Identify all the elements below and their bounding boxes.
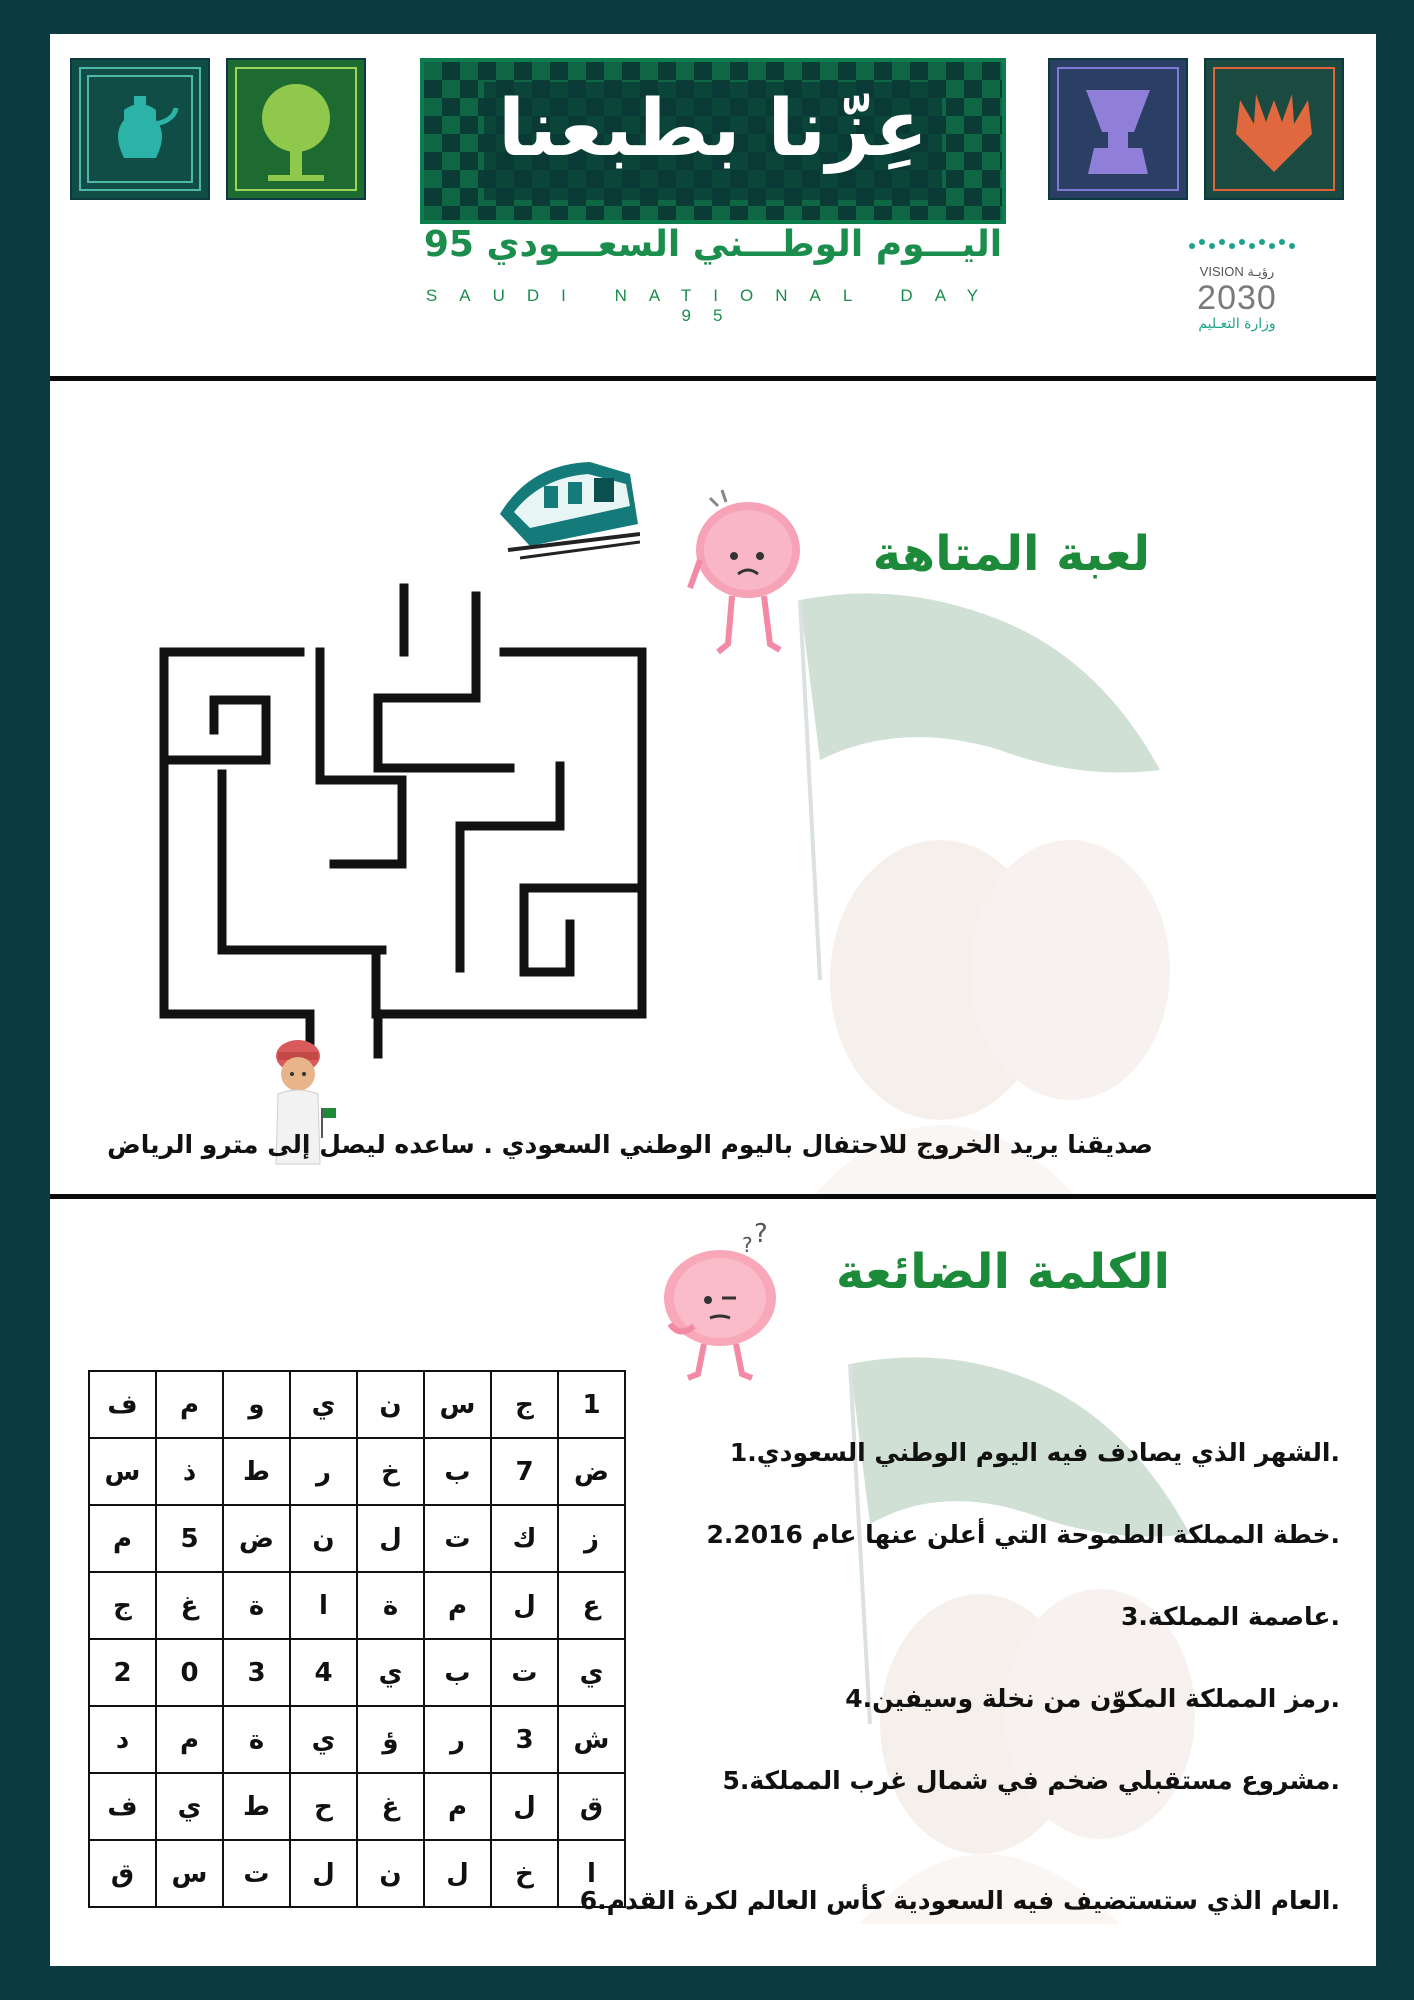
clue-number: 4. [845,1684,873,1713]
grid-cell[interactable]: س [156,1840,223,1907]
grid-row [89,1438,625,1505]
word-search-title: الكلمة الضائعة [835,1244,1170,1300]
section-divider [50,1194,1376,1199]
grid-cell[interactable]: م [424,1572,491,1639]
grid-cell[interactable]: غ [357,1773,424,1840]
grid-cell[interactable]: ن [290,1505,357,1572]
grid-cell[interactable]: ت [223,1840,290,1907]
grid-row [89,1371,625,1438]
grid-cell[interactable]: ؤ [357,1706,424,1773]
clue-text: العام الذي ستستضيف فيه السعودية كأس العالم لكرة القدم. [606,1886,1340,1915]
grid-cell[interactable]: 5 [156,1505,223,1572]
grid-cell[interactable]: س [89,1438,156,1505]
vision-dots-icon [1182,234,1302,258]
grid-cell[interactable]: ي [290,1706,357,1773]
national-day-banner [420,58,1006,224]
grid-cell[interactable]: ج [89,1572,156,1639]
grid-row [89,1840,625,1907]
vision-year: 2030 [1197,279,1277,317]
grid-cell[interactable]: 2 [89,1639,156,1706]
grid-cell[interactable]: ت [424,1505,491,1572]
vision-2030-logo [1162,238,1312,338]
grid-cell[interactable]: س [424,1371,491,1438]
hands-tile [1204,58,1344,200]
grid-cell[interactable]: ج [491,1371,558,1438]
grid-cell[interactable]: ع [558,1572,625,1639]
svg-text:?: ? [754,1219,768,1249]
grid-cell[interactable]: ذ [156,1438,223,1505]
grid-cell[interactable]: ض [223,1505,290,1572]
section-divider [50,376,1376,381]
grid-cell[interactable]: ا [290,1572,357,1639]
grid-cell[interactable]: م [424,1773,491,1840]
grid-row [89,1773,625,1840]
grid-row [89,1639,625,1706]
coffee-pot-tile [70,58,210,200]
incense-burner-tile [1048,58,1188,200]
palm-tree-tile [226,58,366,200]
clue-text: رمز المملكة المكوّن من نخلة وسيفين. [872,1684,1340,1713]
clue-item [837,1684,1340,1713]
grid-cell[interactable]: م [156,1371,223,1438]
thinking-brain-mascot [650,1214,790,1384]
grid-cell[interactable]: ض [558,1438,625,1505]
grid-cell[interactable]: خ [357,1438,424,1505]
grid-cell[interactable]: ر [424,1706,491,1773]
grid-cell[interactable]: غ [156,1572,223,1639]
grid-cell[interactable]: ل [491,1773,558,1840]
grid-cell[interactable]: ف [89,1371,156,1438]
grid-cell[interactable]: ي [357,1639,424,1706]
grid-cell[interactable]: ة [357,1572,424,1639]
grid-row [89,1572,625,1639]
grid-cell[interactable]: 3 [223,1639,290,1706]
grid-row [89,1505,625,1572]
clue-number: 5. [722,1766,750,1795]
grid-cell[interactable]: 4 [290,1639,357,1706]
national-day-subtitle-en: SAUDI NATIONAL DAY 95 [425,286,1001,325]
grid-cell[interactable]: 0 [156,1639,223,1706]
word-search-grid[interactable] [88,1370,626,1908]
grid-cell[interactable]: ن [357,1371,424,1438]
clue-item [572,1886,1340,1915]
grid-row [89,1706,625,1773]
banner-title: عِزّنا بطبعنا [498,84,928,174]
grid-cell[interactable]: ط [223,1438,290,1505]
clue-text: مشروع مستقبلي ضخم في شمال غرب المملكة. [749,1766,1340,1795]
vision-label: VISION رؤيـة [1199,264,1275,279]
grid-cell[interactable]: م [89,1505,156,1572]
clue-number: 6. [579,1886,607,1915]
grid-cell[interactable]: ك [491,1505,558,1572]
clue-item [1113,1602,1340,1631]
clue-item [698,1520,1340,1549]
grid-cell[interactable]: 7 [491,1438,558,1505]
grid-cell[interactable]: ل [491,1572,558,1639]
grid-cell[interactable]: ق [558,1773,625,1840]
grid-cell[interactable]: ح [290,1773,357,1840]
worksheet-page [50,34,1376,1966]
grid-cell[interactable]: ة [223,1706,290,1773]
clue-item [722,1438,1340,1467]
grid-cell[interactable]: ب [424,1438,491,1505]
maze-instruction: صديقنا يريد الخروج للاحتفال باليوم الوطني السعودي . ساعده ليصل إلى مترو الرياض [107,1130,1153,1159]
grid-cell[interactable]: و [223,1371,290,1438]
grid-cell[interactable]: ر [290,1438,357,1505]
flag-watermark [780,580,1280,1200]
clue-item [714,1766,1340,1795]
clue-text: خطة المملكة الطموحة التي أعلن عنها عام 2016. [733,1520,1340,1549]
grid-cell[interactable]: ي [290,1371,357,1438]
grid-cell[interactable]: م [156,1706,223,1773]
grid-cell[interactable]: ق [89,1840,156,1907]
national-day-subtitle-ar: اليـــوم الوطـــني السعـــودي 95 [423,224,1003,265]
grid-cell[interactable]: ف [89,1773,156,1840]
clue-text: الشهر الذي يصادف فيه اليوم الوطني السعودي. [756,1438,1340,1467]
grid-cell[interactable]: ت [491,1639,558,1706]
maze[interactable] [150,560,710,1080]
grid-cell[interactable]: ز [558,1505,625,1572]
clue-number: 1. [729,1438,757,1467]
grid-cell[interactable]: 1 [558,1371,625,1438]
grid-cell[interactable]: ل [424,1840,491,1907]
metro-train-icon [490,454,640,564]
grid-cell[interactable]: خ [491,1840,558,1907]
grid-cell[interactable]: ي [558,1639,625,1706]
grid-cell[interactable]: ة [223,1572,290,1639]
grid-cell[interactable]: ب [424,1639,491,1706]
grid-cell[interactable]: ا [558,1840,625,1907]
grid-cell[interactable]: ط [223,1773,290,1840]
clue-number: 3. [1120,1602,1148,1631]
grid-cell[interactable]: ش [558,1706,625,1773]
grid-cell[interactable]: 3 [491,1706,558,1773]
grid-cell[interactable]: ل [290,1840,357,1907]
grid-cell[interactable]: ن [357,1840,424,1907]
svg-text:?: ? [742,1233,753,1257]
maze-title: لعبة المتاهة [872,526,1150,582]
clue-text: عاصمة المملكة. [1147,1602,1340,1631]
ministry-label: وزارة التعـليم [1198,316,1276,332]
grid-cell[interactable]: د [89,1706,156,1773]
grid-cell[interactable]: ل [357,1505,424,1572]
flag-watermark [830,1344,1290,1924]
clue-number: 2. [706,1520,734,1549]
grid-cell[interactable]: ي [156,1773,223,1840]
